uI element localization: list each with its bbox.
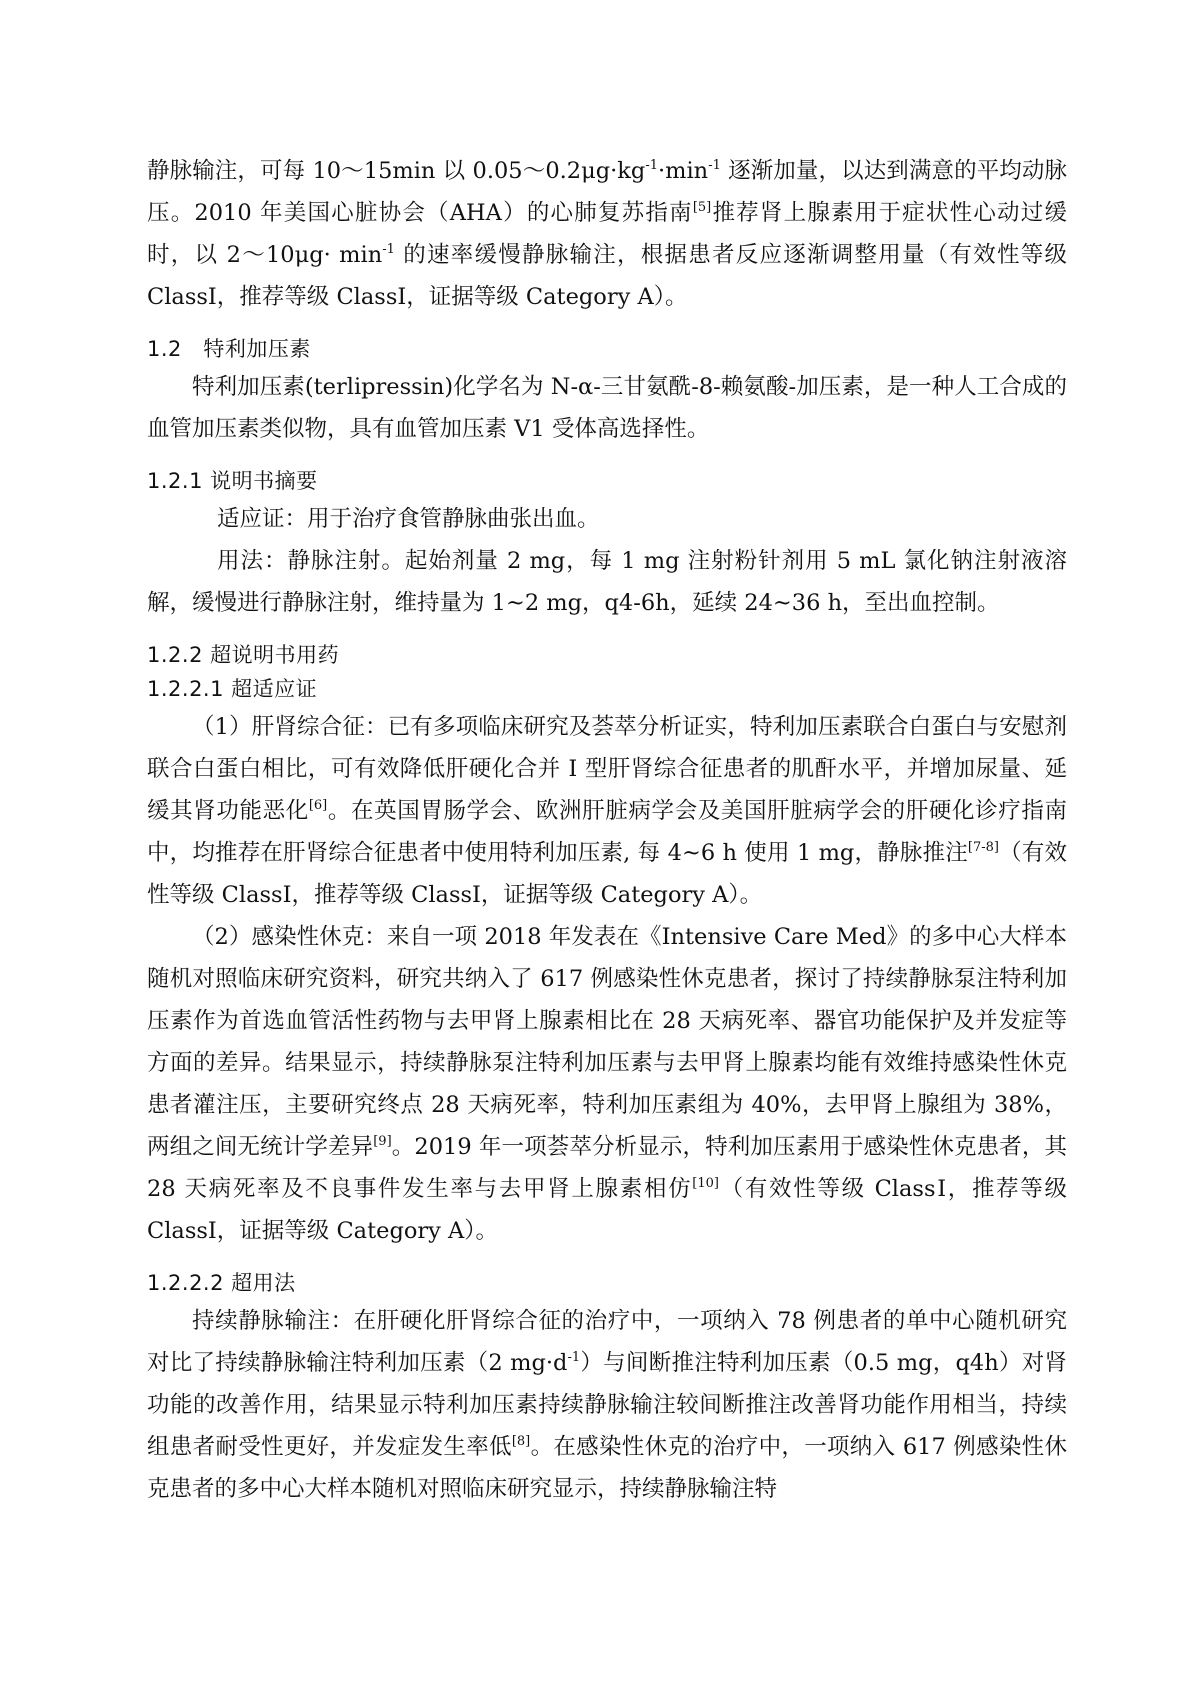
paragraph-indication: 适应证：用于治疗食管静脉曲张出血。 — [217, 506, 600, 532]
paragraph-terlipressin-intro: 特利加压素(terlipressin)化学名为 N-α-三甘氨酰-8-赖氨酸-加压素，是一种人工合成的血管加压素类似物，具有血管加压素 V1 受体高选择性。 — [147, 374, 1067, 442]
section-heading-1-2: 1.2 特利加压素 — [147, 337, 311, 361]
text-run: 。2019 年一项荟萃分析显示，特利加压素用于感染性休克患者，其 28 天病死率及不良事件发生率与去甲肾上腺素相仿 — [147, 1134, 1067, 1202]
text-run: （有效性等级 ClassⅠ，推荐等级 ClassⅠ，证据等级 Category A）。 — [147, 1176, 1067, 1244]
superscript: -1 — [567, 1350, 581, 1365]
section-heading-1-2-2: 1.2.2 超说明书用药 — [147, 643, 340, 667]
text-run: ）与间断推注特利加压素（0.5 mg，q4h）对肾功能的改善作用，结果显示特利加压素持续静脉输注较间断推注改善肾功能作用相当，持续组患者耐受性更好，并发症发生率低 — [147, 1350, 1068, 1460]
text-run: 的速率缓慢静脉输注，根据患者反应逐渐调整用量（有效性等级 ClassⅠ，推荐等级 ClassⅠ，证据等级 Category A）。 — [147, 242, 1068, 310]
text-run: ·min — [658, 158, 709, 184]
superscript: -1 — [708, 158, 721, 173]
text-run: 。在感染性休克的治疗中，一项纳入 617 例感染性休克患者的多中心大样本随机对照临床研究显示，持续静脉输注特 — [147, 1434, 1067, 1502]
paragraph-septic-shock — [147, 916, 1067, 1252]
text-run: （1）肝肾综合征：已有多项临床研究及荟萃分析证实，特利加压素联合白蛋白与安慰剂联合白蛋白相比，可有效降低肝硬化合并 I 型肝肾综合征患者的肌酐水平，并增加尿量、延缓其肾功能恶化 — [147, 714, 1067, 824]
citation-ref: [8] — [511, 1434, 531, 1449]
paragraph-usage: 用法：静脉注射。起始剂量 2 mg，每 1 mg 注射粉针剂用 5 mL 氯化钠注射液溶解，缓慢进行静脉注射，维持量为 1~2 mg，q4-6h，延续 24~36 h，至出血控制。 — [147, 548, 1067, 616]
citation-ref: [6] — [308, 798, 328, 813]
text-run: 持续静脉输注：在肝硬化肝肾综合征的治疗中，一项纳入 78 例患者的单中心随机研究对比了持续静脉输注特利加压素（2 mg·d — [147, 1308, 1067, 1376]
paragraph-epinephrine-dosing — [147, 150, 1067, 318]
text-run: （有效性等级 ClassⅠ，推荐等级 ClassⅠ，证据等级 Category A）。 — [147, 840, 1067, 908]
citation-ref: [9] — [373, 1134, 392, 1149]
section-heading-1-2-2-1: 1.2.2.1 超适应证 — [147, 677, 318, 701]
section-heading-1-2-2-2: 1.2.2.2 超用法 — [147, 1271, 296, 1295]
section-heading-1-2-1: 1.2.1 说明书摘要 — [147, 469, 318, 493]
citation-ref: [10] — [692, 1176, 719, 1191]
text-run: （2）感染性休克：来自一项 2018 年发表在《Intensive Care Med》的多中心大样本随机对照临床研究资料，研究共纳入了 617 例感染性休克患者，探讨了持续静脉泵注特利加压素作为首选血管活性药物与去甲肾上腺素相比在 28 天病死率、器官功能保护及并发症等方面的差异。结果显示，持续静脉泵注特利加压素与去甲肾上腺素均能有效维持感染性休克患者灌注压，主要研究终点 28 天病死率，特利加压素组为 40%，去甲肾上腺组为 38%，两组之间无统计学差异 — [147, 924, 1067, 1160]
citation-ref: [7-8] — [967, 840, 999, 855]
paragraph-hepatorenal-syndrome — [147, 706, 1067, 916]
superscript: -1 — [382, 242, 395, 257]
paragraph-continuous-infusion — [147, 1300, 1067, 1510]
text-run: 。在英国胃肠学会、欧洲肝脏病学会及美国肝脏病学会的肝硬化诊疗指南中，均推荐在肝肾综合征患者中使用特利加压素, 每 4~6 h 使用 1 mg，静脉推注 — [147, 798, 1067, 866]
superscript: -1 — [645, 158, 658, 173]
document-page — [147, 150, 1067, 1510]
text-run: 静脉输注，可每 10～15min 以 0.05～0.2μg·kg — [147, 158, 646, 184]
text-run: 逐渐加量，以达到满意的平均动脉压。2010 年美国心脏协会（AHA）的心肺复苏指南 — [147, 158, 1067, 226]
text-run: 推荐肾上腺素用于症状性心动过缓时，以 2～10μg· min — [147, 200, 1067, 268]
citation-ref: [5] — [692, 200, 712, 215]
